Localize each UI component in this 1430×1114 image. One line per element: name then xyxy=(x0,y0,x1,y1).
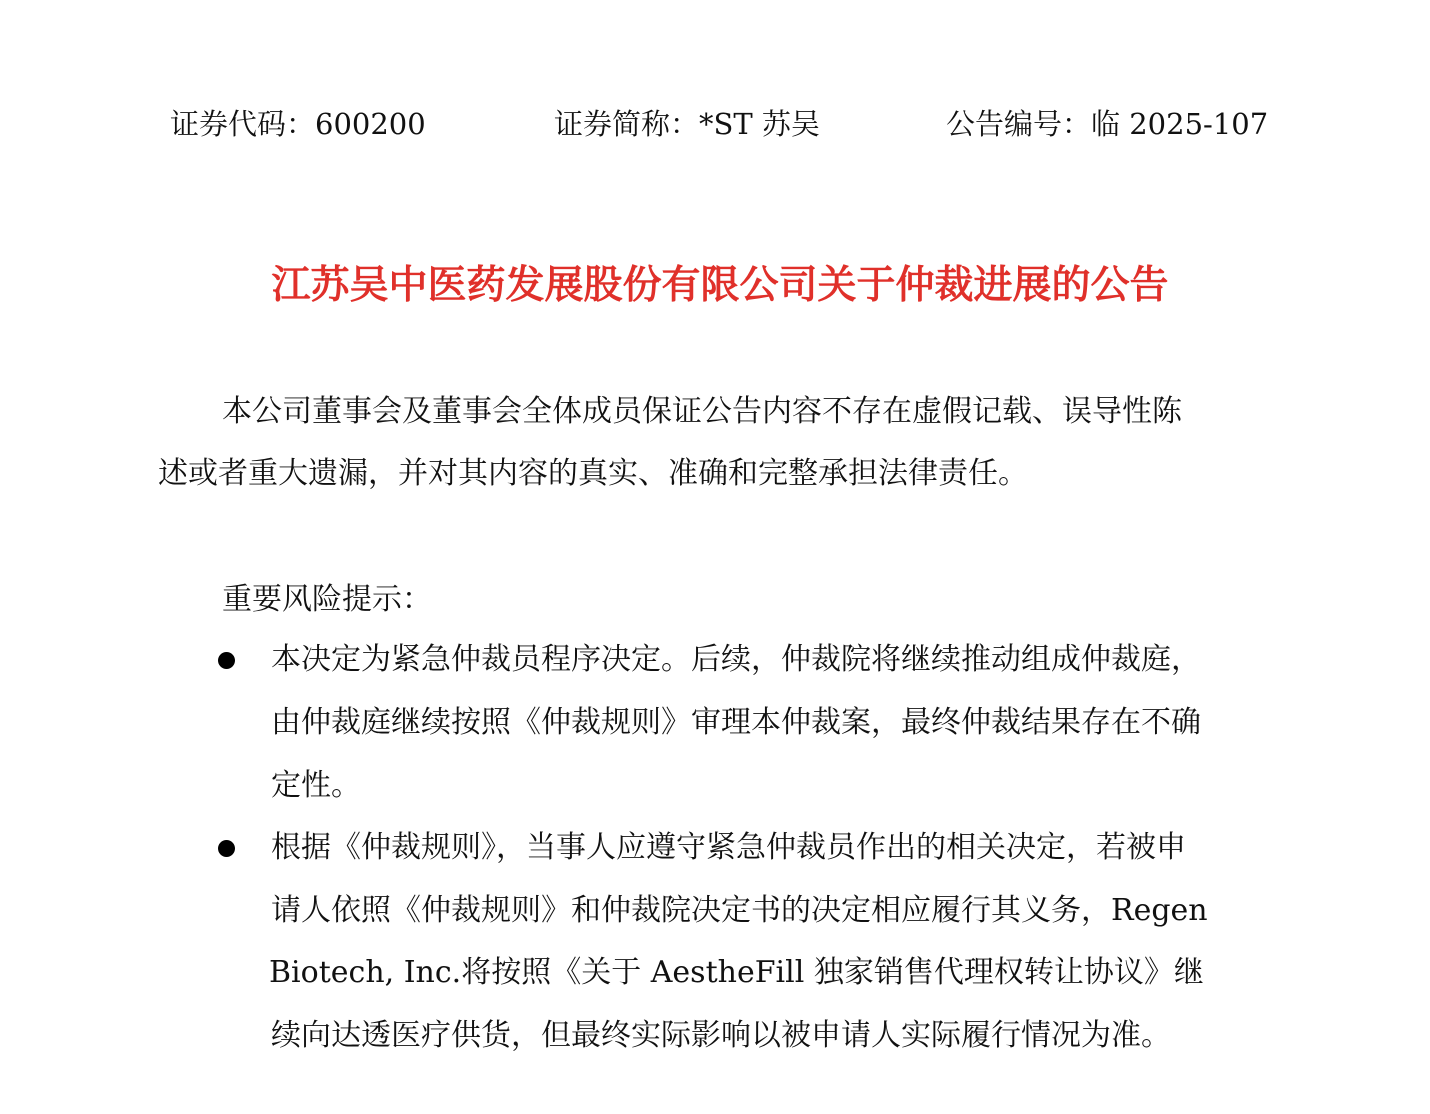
bullet-line: 本决定为紧急仲裁员程序决定。后续，仲裁院将继续推动组成仲裁庭， xyxy=(271,642,1201,677)
bullet-icon xyxy=(218,652,235,669)
bullet-line: 根据《仲裁规则》，当事人应遵守紧急仲裁员作出的相关决定，若被申 xyxy=(271,830,1186,865)
statement-line: 本公司董事会及董事会全体成员保证公告内容不存在虚假记载、误导性陈 xyxy=(222,394,1182,429)
bullet-line: 由仲裁庭继续按照《仲裁规则》审理本仲裁案，最终仲裁结果存在不确 xyxy=(271,705,1201,740)
announcement-number: 公告编号：临 2025-107 xyxy=(946,107,1269,141)
stock-code: 证券代码：600200 xyxy=(170,107,426,141)
statement-line: 述或者重大遗漏，并对其内容的真实、准确和完整承担法律责任。 xyxy=(158,456,1028,491)
risk-heading: 重要风险提示： xyxy=(222,582,432,617)
stock-name: 证券简称：*ST 苏吴 xyxy=(554,107,820,141)
bullet-line: 定性。 xyxy=(271,768,361,803)
bullet-line: 请人依照《仲裁规则》和仲裁院决定书的决定相应履行其义务，Regen xyxy=(271,893,1208,928)
document-title: 江苏吴中医药发展股份有限公司关于仲裁进展的公告 xyxy=(271,263,1169,308)
bullet-line: Biotech, Inc.将按照《关于 AestheFill 独家销售代理权转让协议》继 xyxy=(269,955,1204,990)
bullet-icon xyxy=(218,840,235,857)
bullet-line: 续向达透医疗供货，但最终实际影响以被申请人实际履行情况为准。 xyxy=(271,1018,1171,1053)
